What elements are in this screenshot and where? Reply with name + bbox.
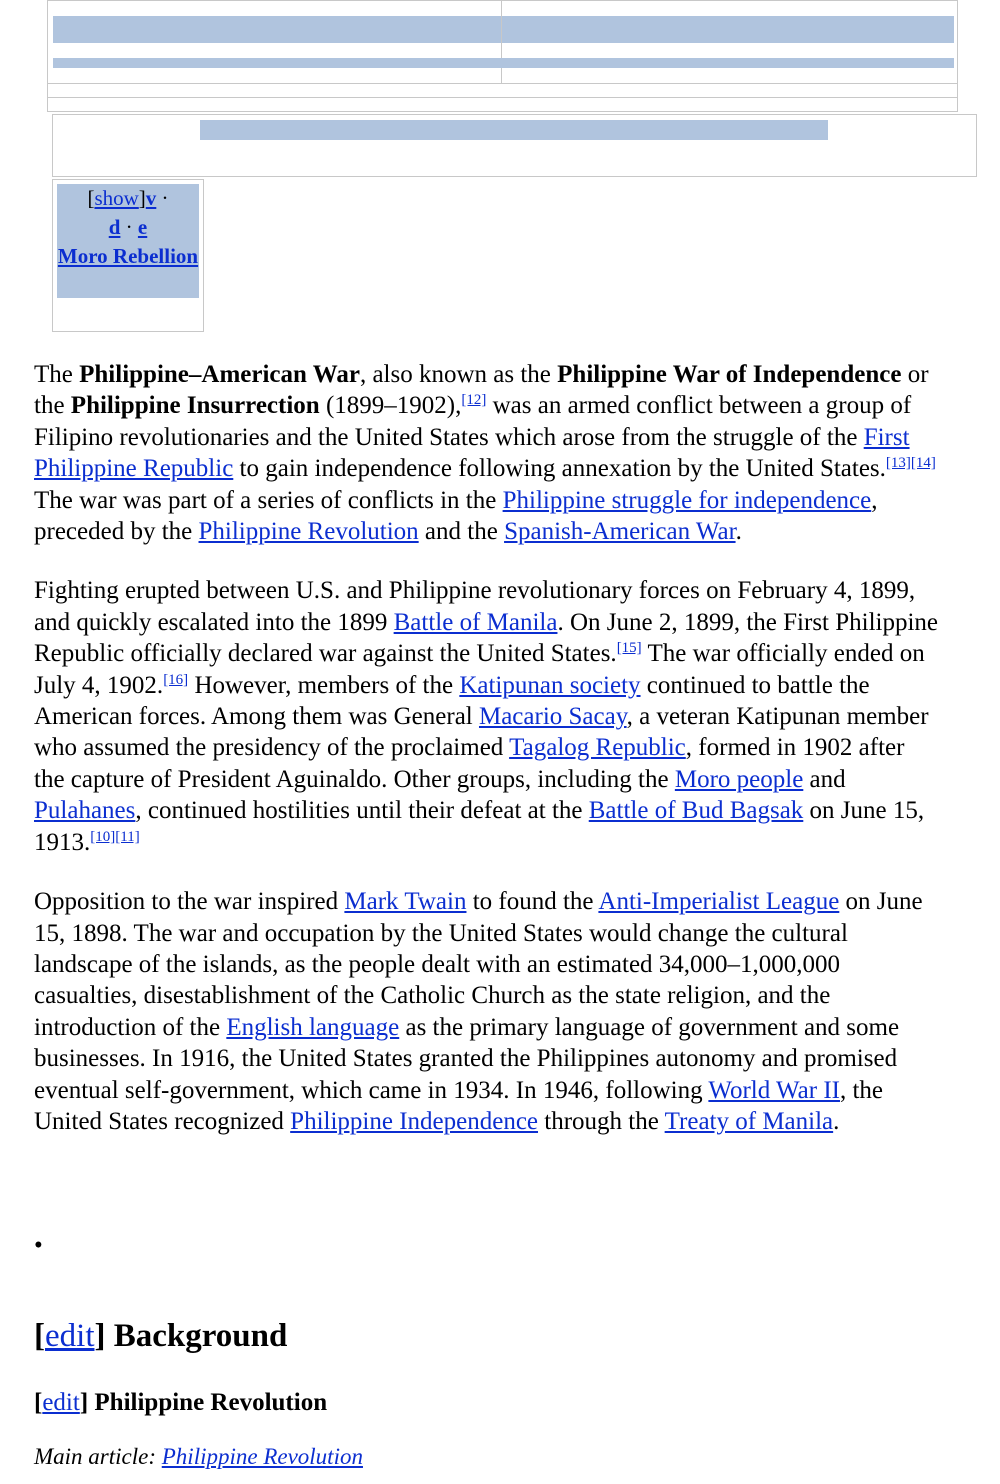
campaignbox-table	[52, 114, 977, 177]
text: .	[833, 1107, 840, 1135]
citation-14[interactable]: [14]	[910, 455, 936, 472]
link-mark-twain[interactable]: Mark Twain	[344, 888, 467, 916]
text: to found the	[466, 888, 599, 916]
citation-10[interactable]: [10]	[90, 828, 116, 845]
navbox-header: [show]v · d · e Moro Rebellion	[57, 184, 199, 298]
main-article-note	[34, 1444, 363, 1470]
text: The war was part of a series of conflicts in the	[34, 486, 503, 514]
subsection-heading-philippine-revolution: [edit] Philippine Revolution	[34, 1389, 328, 1416]
text: on June 15, 1913.	[34, 797, 925, 856]
navbox-moro-rebellion	[52, 179, 204, 332]
link-pulahanes[interactable]: Pulahanes	[34, 797, 136, 825]
navbox-title-link[interactable]: Moro Rebellion	[57, 244, 199, 268]
navbox-edit-link[interactable]: e	[137, 215, 148, 239]
navbox-discuss-link[interactable]: d	[108, 215, 121, 239]
text: , formed in 1902 after the capture of President Aguinaldo. Other groups, including the	[34, 734, 905, 793]
infobox-row-divider	[48, 97, 957, 98]
text: continued to battle the American forces. Among them was General	[34, 671, 870, 731]
bold-term: Philippine War of Independence	[557, 361, 902, 388]
infobox-row-divider	[48, 83, 957, 84]
link-moro-people[interactable]: Moro people	[674, 765, 804, 793]
infobox-column-divider	[501, 1, 502, 83]
main-article-prefix: Main article:	[34, 1444, 162, 1469]
citation-11[interactable]: [11]	[115, 828, 140, 845]
citation-13[interactable]: [13]	[885, 455, 911, 472]
link-tagalog-republic[interactable]: Tagalog Republic	[509, 734, 686, 762]
text: Opposition to the war inspired	[34, 888, 345, 916]
text: However, members of the	[188, 671, 460, 699]
navbox-show-link[interactable]: show	[94, 186, 139, 210]
subsection-title: Philippine Revolution	[94, 1389, 328, 1416]
subsection-edit-link[interactable]: edit	[42, 1389, 80, 1416]
main-article-link[interactable]: Philippine Revolution	[161, 1444, 363, 1469]
citation-16[interactable]: [16]	[163, 671, 189, 688]
infobox-header-bar	[53, 16, 954, 43]
bold-term: Philippine–American War	[79, 361, 360, 388]
text: or the	[34, 361, 929, 420]
empty-list-bullet: •	[34, 1232, 43, 1259]
text: The	[34, 361, 80, 388]
text: , preceded by the	[34, 486, 878, 546]
text: (1899–1902),	[319, 392, 462, 420]
text: and the	[418, 518, 505, 546]
link-first-philippine-republic[interactable]: First Philippine Republic	[34, 423, 910, 483]
link-battle-of-manila[interactable]: Battle of Manila	[393, 608, 558, 636]
text: through the	[538, 1107, 665, 1135]
text: The war officially ended on July 4, 1902.	[34, 640, 925, 699]
link-macario-sacay[interactable]: Macario Sacay	[478, 703, 627, 731]
citation-15[interactable]: [15]	[616, 640, 642, 657]
section-title: Background	[113, 1318, 288, 1354]
link-spanish-american-war[interactable]: Spanish-American War	[504, 518, 736, 546]
infobox-subheader-bar	[53, 58, 954, 68]
text: . On June 2, 1899, the First Philippine Republic officially declared war against the United States.	[34, 608, 939, 668]
link-philippine-struggle[interactable]: Philippine struggle for independence	[502, 486, 872, 514]
link-treaty-of-manila[interactable]: Treaty of Manila	[664, 1107, 834, 1135]
article-body	[34, 359, 939, 1137]
link-philippine-independence[interactable]: Philippine Independence	[290, 1107, 539, 1135]
navbox-view-link[interactable]: v	[145, 186, 157, 210]
section-edit-link[interactable]: edit	[45, 1318, 95, 1354]
link-battle-of-bud-bagsak[interactable]: Battle of Bud Bagsak	[588, 797, 804, 825]
text: as the primary language of government and some businesses. In 1916, the United States granted the Philippines autonomy and promised eventual self-government, which came in 1934. In 1946, following	[34, 1013, 900, 1104]
link-anti-imperialist-league[interactable]: Anti-Imperialist League	[598, 888, 840, 916]
bold-term: Philippine Insurrection	[70, 392, 320, 420]
text: , continued hostilities until their defeat at the	[135, 797, 589, 825]
link-philippine-revolution[interactable]: Philippine Revolution	[198, 518, 419, 546]
intro-paragraph-1	[34, 359, 939, 547]
text: was an armed conflict between a group of Filipino revolutionaries and the United States which arose from the struggle of the	[34, 392, 912, 451]
link-world-war-ii[interactable]: World War II	[708, 1076, 840, 1104]
text: on June 15, 1898. The war and occupation by the United States would change the cultural landscape of the islands, as the people dealt with an estimated 34,000–1,000,000 casualties, disestablishment of the Catholic Church as the state religion, and the introduction of the	[34, 888, 923, 1041]
text: , a veteran Katipunan member who assumed the presidency of the proclaimed	[34, 703, 929, 762]
link-katipunan-society[interactable]: Katipunan society	[459, 671, 641, 699]
intro-paragraph-3	[34, 886, 939, 1137]
campaignbox-header-bar	[200, 120, 828, 140]
text: .	[735, 518, 742, 546]
section-heading-background: [edit] Background	[34, 1318, 288, 1354]
intro-paragraph-2	[34, 575, 939, 858]
text: Fighting erupted between U.S. and Philippine revolutionary forces on February 4, 1899, and quickly escalated into the 1899	[34, 577, 916, 636]
text: to gain independence following annexation by the United States.	[233, 455, 886, 483]
infobox-header-table	[47, 0, 958, 112]
text: and	[803, 765, 846, 793]
text: , the United States recognized	[34, 1076, 884, 1135]
link-english-language[interactable]: English language	[226, 1013, 400, 1041]
text: , also known as the	[359, 361, 558, 388]
citation-12[interactable]: [12]	[461, 392, 487, 409]
